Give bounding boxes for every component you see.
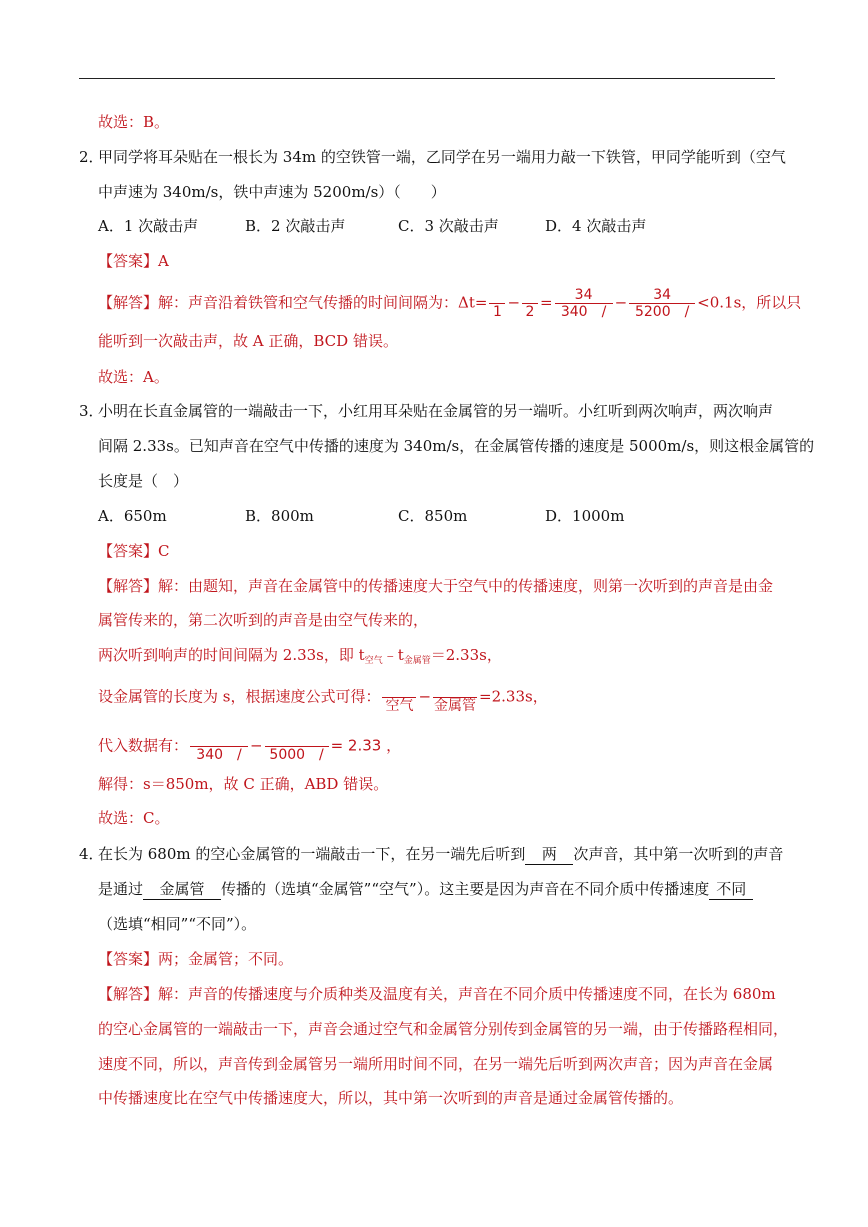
q3-sol4-result: =2.33s， [479,687,548,706]
q3-choose: 故选：C。 [98,809,170,827]
q3-stem-line1: 小明在长直金属管的一端敲击一下，小红用耳朵贴在金属管的另一端听。小红听到两次响声，两次响声 [98,402,774,420]
q3-sol5-text: 代入数据有： [98,736,189,755]
q3-solution-line2: 属管传来的，第二次听到的声音是由空气传来的， [98,611,429,629]
q4-l2-text: 是通过 [98,880,144,898]
q2-frac-2-num: 34 [653,287,672,303]
q2-frac-1 [555,287,613,320]
q4-l2-text-b: 传播的（选填“金属管”“空气”）。这主要是因为声音在不同介质中传播速度 [221,880,710,898]
q3-option-a: A．650m [98,507,167,525]
q4-stem-line1 [98,844,783,865]
q2-frac-1-num: 34 [574,287,593,303]
q3-solution-line4 [98,681,548,714]
q2-stem-line1: 甲同学将耳朵贴在一根长为 34m 的空铁管一端，乙同学在另一端用力敲一下铁管，甲同学能听到（空气 [98,148,786,166]
q4-blank-3: 不同 [709,879,753,900]
q3-sol3-sub-air: 空气 [364,656,383,666]
q3-sol3-minus: ﹣t [382,646,404,664]
q3-sol5-frac-1-den: 340 / [196,747,242,763]
q2-equals: = [540,293,553,312]
q3-sol5-frac-1 [190,730,248,763]
q3-sol4-minus: − [418,687,432,706]
q4-l1-text-b: 次声音，其中第一次听到的声音 [573,845,784,863]
q3-sol5-frac-2-den: 5000 / [269,747,324,763]
q3-answer: 【答案】C [98,542,170,560]
q2-frac-2-den: 5200 / [634,304,690,320]
q2-frac-blank2 [522,287,538,320]
q4-solution-line4: 中传播速度比在空气中传播速度大，所以，其中第一次听到的声音是通过金属管传播的。 [98,1089,684,1107]
q4-answer: 【答案】两；金属管；不同。 [98,950,294,968]
q4-solution-line1: 【解答】解：声音的传播速度与介质种类及温度有关，声音在不同介质中传播速度不同，在长为 680m [98,985,776,1003]
q4-number: 4． [79,845,104,863]
header-rule [79,78,775,79]
q2-solution-line2: 能听到一次敲击声，故 A 正确，BCD 错误。 [98,332,398,350]
q2-solution-suffix: <0.1s，所以只 [697,293,802,312]
q2-frac-blank1 [489,287,505,320]
q2-option-a: A．1 次敲击声 [98,217,199,235]
q2-minus-2: − [614,293,628,312]
q3-sol4-frac-metal [433,681,477,714]
q3-sol4-frac-metal-sub: 金属管 [434,698,477,714]
q3-number: 3． [79,402,104,420]
q2-solution-line1 [98,287,801,320]
q2-number: 2． [79,148,104,166]
q4-stem-line3: （选填“相同”“不同”）。 [98,915,257,933]
q3-sol3-text: 两次听到响声的时间间隔为 2.33s，即 t [98,646,365,664]
q4-blank-2: 金属管 [143,879,221,900]
q2-frac-2 [629,287,695,320]
q2-minus-1: − [507,293,521,312]
q2-option-d: D．4 次敲击声 [545,217,647,235]
q2-choose: 故选：A。 [98,368,169,386]
q2-stem-line2: 中声速为 340m/s，铁中声速为 5200m/s）（ ） [98,183,446,201]
q2-option-b: B．2 次敲击声 [245,217,346,235]
q1-choose: 故选：B。 [98,113,170,131]
q2-solution-prefix: 【解答】解：声音沿着铁管和空气传播的时间间隔为：Δt= [98,293,488,312]
q3-sol4-frac-air-sub: 空气 [385,698,414,714]
q3-solution-line1: 【解答】解：由题知，声音在金属管中的传播速度大于空气中的传播速度，则第一次听到的声音是由金 [98,577,774,595]
q3-sol5-result: = 2.33 ， [330,736,402,755]
q3-solution-line6: 解得：s＝850m，故 C 正确，ABD 错误。 [98,775,389,793]
q2-answer: 【答案】A [98,252,169,270]
q3-stem-line3: 长度是（ ） [98,472,189,490]
q3-option-b: B．800m [245,507,314,525]
q2-option-c: C．3 次敲击声 [398,217,499,235]
q3-sol3-sub-metal: 金属管 [403,656,431,666]
q3-sol3-result: ＝2.33s， [430,646,502,664]
q4-blank-1: 两 [525,844,573,865]
q4-solution-line3: 速度不同，所以，声音传到金属管另一端所用时间不同，在另一端先后听到两次声音；因为声音在金属 [98,1055,774,1073]
q3-sol5-frac-2 [265,730,329,763]
q2-frac-blank1-sub: 1 [492,304,502,320]
q4-l1-text: 在长为 680m 的空心金属管的一端敲击一下，在另一端先后听到 [98,845,526,863]
q3-solution-line3 [98,645,502,671]
q3-sol5-minus: − [250,736,263,755]
q4-solution-line2: 的空心金属管的一端敲击一下，声音会通过空气和金属管分别传到金属管的另一端，由于传播路程相同， [98,1020,789,1038]
q3-option-c: C．850m [398,507,468,525]
q2-frac-1-den: 340 / [560,304,607,320]
q3-stem-line2: 间隔 2.33s。已知声音在空气中传播的速度为 340m/s，在金属管传播的速度是 5000m/s，则这根金属管的 [98,437,815,455]
q3-sol4-frac-air [382,681,416,714]
q3-sol4-text: 设金属管的长度为 s，根据速度公式可得： [98,687,381,706]
q2-frac-blank2-sub: 2 [525,304,535,320]
q3-option-d: D．1000m [545,507,625,525]
q4-stem-line2 [98,879,753,900]
q3-solution-line5 [98,730,401,763]
